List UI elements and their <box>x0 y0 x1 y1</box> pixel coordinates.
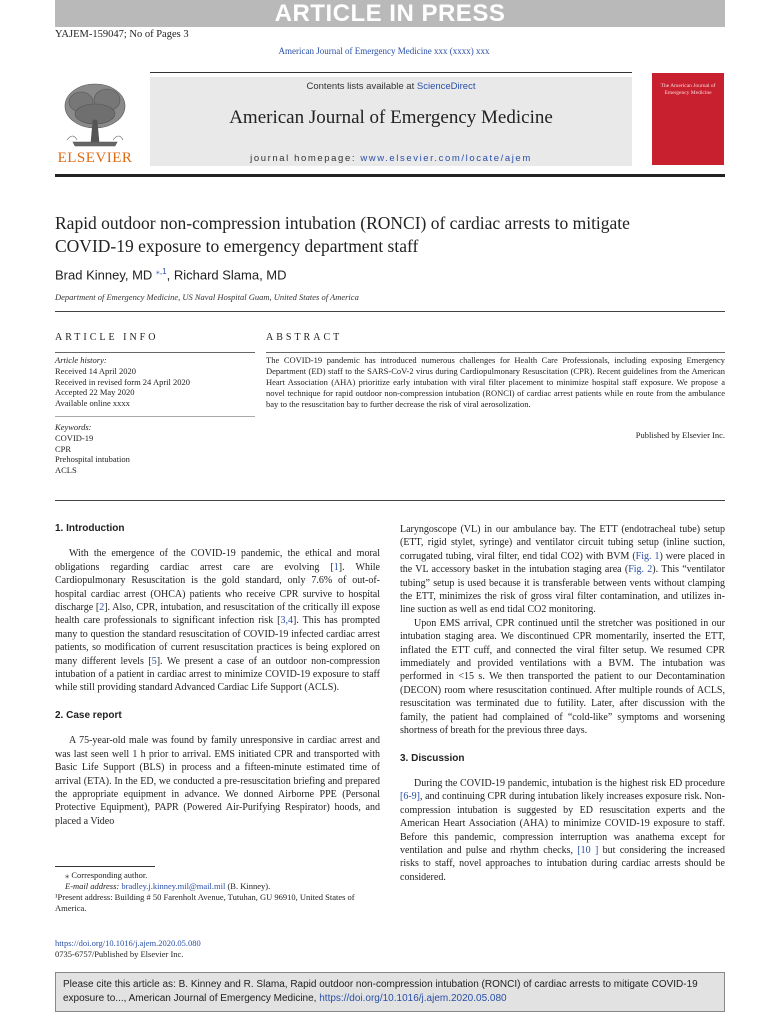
email-note <box>55 881 385 892</box>
author-2: Richard Slama, MD <box>173 267 287 283</box>
keyword-item: ACLS <box>55 465 77 476</box>
keyword-item: COVID-19 <box>55 432 94 443</box>
intro-text-a: With the emergence of the COVID-19 pandemic, the ethical and moral obligations regarding cardiac arrest care are evolving [ <box>55 548 380 573</box>
history-item: Received in revised form 24 April 2020 <box>55 376 191 387</box>
case-cont-c: ). This “ventilator tubing” setup is used because it is transferable between vents without clamping the ETT, minimizes the risk of gross viral filter contamination, and utilizes in-line suction as well as end tidal CO2 monitoring. <box>400 564 726 616</box>
elsevier-wordmark: ELSEVIER <box>57 150 133 166</box>
doi-link[interactable]: https://doi.org/10.1016/j.ajem.2020.05.080 <box>55 938 201 948</box>
article-history <box>55 355 250 409</box>
contents-line <box>150 81 632 92</box>
fig-1-link[interactable]: Fig. 1 <box>635 550 660 562</box>
cover-title: The American Journal of Emergency Medicine <box>660 83 716 96</box>
issn-line: 0735-6757/Published by Elsevier Inc. <box>55 949 184 959</box>
journal-reference-link[interactable] <box>0 46 768 56</box>
article-reference-id: YAJEM-159047; No of Pages 3 <box>55 29 189 40</box>
case-report-heading: 2. Case report <box>55 709 122 721</box>
header-bottom-rule <box>55 174 725 177</box>
case-cont-a: Laryngoscope (VL) in our ambulance bay. The ETT (endotracheal tube) setup (ETT, rigid stylet, syringe) and ventilator circuit tubing setup (inline suction, corrugated tubing, viral filter, end tidal CO2) with BVM ( <box>400 524 725 562</box>
history-item: Accepted 22 May 2020 <box>55 387 135 398</box>
discussion-heading: 3. Discussion <box>400 752 465 764</box>
article-in-press-banner: ARTICLE IN PRESS <box>55 0 725 27</box>
email-suffix: (B. Kinney). <box>225 881 271 891</box>
citation-box <box>55 972 725 1012</box>
case-report-paragraph-2: Upon EMS arrival, CPR continued until the stretcher was positioned in our intubation staging area. We discontinued CPR momentarily, inserted the ETT, inflated the ETT cuff, and connected the viral filter setup. We resumed CPR immediately and provided ventilations with a BVM. The intubation was performed in <15 s. We then transported the patient to our Decontamination (DECON) room where resuscitation continued. After multiple rounds of ACLS, resuscitation was terminated due to futility. Later, after discussion with the family, the patient had complained of “cold-like” symptoms and worsening shortness of breath for the previous three days. <box>400 617 725 737</box>
section-gap <box>400 738 725 752</box>
corresponding-author-note: ⁎ Corresponding author. <box>65 870 148 880</box>
ref-link-10[interactable]: [10 ] <box>577 844 599 856</box>
article-info-heading: ARTICLE INFO <box>55 332 159 343</box>
ref-link-6-9[interactable]: [6-9] <box>400 791 420 803</box>
homepage-link[interactable]: www.elsevier.com/locate/ajem <box>360 153 532 164</box>
article-history-label: Article history: <box>55 355 107 365</box>
article-title: Rapid outdoor non-compression intubation (RONCI) of cardiac arrests to mitigate COVID-19 exposure to emergency department staff <box>55 213 630 256</box>
article-info-rule <box>55 352 255 353</box>
right-column <box>400 523 725 884</box>
journal-reference-text[interactable]: American Journal of Emergency Medicine xxx (xxxx) xxx <box>278 46 490 56</box>
contents-prefix: Contents lists available at <box>306 81 417 92</box>
abstract-text: The COVID-19 pandemic has introduced numerous challenges for Health Care Professionals, including exposing Emergency Department (ED) staff to the SARS-CoV-2 virus during Cardiopulmonary Resuscitation (CPR). Recent guidelines from the American Heart Association (AHA) prioritize early intubation with viral filter placement to minimize hospital staff exposure. We propose a novel technique for rapid outdoor non-compression intubation (RONCI) of cardiac arrest patients while en route from the ambulance bay to the resuscitation bay to further decrease the risk of viral aerosolization. <box>266 355 725 409</box>
homepage-prefix: journal homepage: <box>250 153 361 164</box>
keyword-item: Prehospital intubation <box>55 454 130 465</box>
author-1-footnote-marks[interactable]: ⁎,1 <box>155 267 167 276</box>
abstract-heading: ABSTRACT <box>266 332 343 343</box>
journal-cover-thumbnail <box>652 73 724 165</box>
disc-text-b: , and continuing CPR during intubation likely increases exposure risk. Non-compression intubation is suggested by ED resuscitation experts and the American Heart Association (AHA) to minimize COVID-19 exposure to staff. Before this pandemic, compression interruption was anathema except for ventilation and pulse and rhythm checks, <box>400 791 725 856</box>
citation-text: Please cite this article as: B. Kinney and R. Slama, Rapid outdoor non-compression intubation (RONCI) of cardiac arrests to mitigate COVID-19 exposure to..., American Journal of Emergency Medicine, <box>63 979 698 1004</box>
fig-2-link[interactable]: Fig. 2 <box>628 564 653 576</box>
title-rule <box>55 311 725 312</box>
footnote-rule <box>55 866 155 867</box>
history-item: Received 14 April 2020 <box>55 365 136 376</box>
author-1: Brad Kinney, MD <box>55 267 156 283</box>
case-cont-b: ) were placed in the VL accessory basket in the intubation staging area ( <box>400 550 726 576</box>
section-gap <box>55 695 380 709</box>
ref-link-3-4[interactable]: 3,4 <box>280 615 293 627</box>
history-keywords-rule <box>55 416 255 417</box>
journal-title: American Journal of Emergency Medicine <box>229 107 553 128</box>
ref-link-1[interactable]: 1 <box>333 561 339 573</box>
author-list <box>55 267 287 282</box>
introduction-paragraph <box>55 547 380 694</box>
footnotes <box>55 870 385 914</box>
disc-text-a: During the COVID-19 pandemic, intubation is the highest risk ED procedure <box>414 777 725 789</box>
left-column <box>55 522 380 828</box>
keywords <box>55 422 250 476</box>
introduction-heading: 1. Introduction <box>55 523 125 534</box>
present-address-note: ¹Present address: Building # 50 Farenholt Avenue, Tutuhan, GU 96910, United States of America. <box>55 892 355 913</box>
keyword-item: CPR <box>55 443 72 454</box>
keywords-label: Keywords: <box>55 422 92 432</box>
homepage-line <box>150 153 632 164</box>
case-report-continued <box>400 523 725 617</box>
author-separator: , <box>166 267 174 283</box>
citation-doi-link[interactable]: https://doi.org/10.1016/j.ajem.2020.05.080 <box>319 992 507 1004</box>
intro-text-b: ]. While Cardiopulmonary Resuscitation is the gold standard, only 7.6% of out-of-hospital cardiac arrest (OHCA) patients who receive CPR survive to hospital discharge [ <box>55 561 380 614</box>
intro-text-d: ]. This has prompted many to question the standard resuscitation of COVID-19 infected cardiac arrest patients, so modification of current resuscitation practices is being explored on many different levels [ <box>55 615 380 667</box>
ref-link-5[interactable]: 5 <box>151 655 157 667</box>
email-label: E-mail address: <box>65 881 122 891</box>
header-top-rule <box>150 72 632 73</box>
intro-text-e: ]. We present a case of an outdoor non-compression intubation of a patient in cardiac arrest to minimize COVID-19 exposure to staff while still providing standard Advanced Cardiac Life Support (ACLS). <box>55 655 380 694</box>
publisher-note: Published by Elsevier Inc. <box>635 430 725 440</box>
front-matter-rule <box>55 500 725 501</box>
email-link[interactable]: bradley.j.kinney.mil@mail.mil <box>121 881 226 891</box>
intro-text-c: ]. Also, CPR, intubation, and resuscitation of the critically ill expose health care professionals to significant infection risk [ <box>55 602 380 627</box>
abstract-rule <box>266 352 725 353</box>
disc-text-c: but considering the increased risks to staff, novel approaches to intubation during cardiac arrests should be considered. <box>400 844 725 883</box>
ref-link-2[interactable]: 2 <box>99 602 105 614</box>
history-item: Available online xxxx <box>55 398 130 409</box>
case-report-paragraph: A 75-year-old male was found by family unresponsive in cardiac arrest and was last seen well 1 h prior to arrival. EMS initiated CPR and transported with Basic Life Support (BLS) in process and a fifteen-minute estimated time of arrival (ETA). In the ED, we conducted a pre-resuscitation briefing and prepared the appropriate equipment in advance. We donned Airborne PPE (Personal Protective Equipment), PAPR (Powered Air-Purifying Respirator) hoods, and placed a Video <box>55 735 380 827</box>
sciencedirect-link[interactable]: ScienceDirect <box>416 81 476 92</box>
discussion-paragraph <box>400 777 725 884</box>
journal-header-box <box>150 77 632 166</box>
doi-block <box>55 938 201 960</box>
affiliation: Department of Emergency Medicine, US Naval Hospital Guam, United States of America <box>55 292 359 302</box>
